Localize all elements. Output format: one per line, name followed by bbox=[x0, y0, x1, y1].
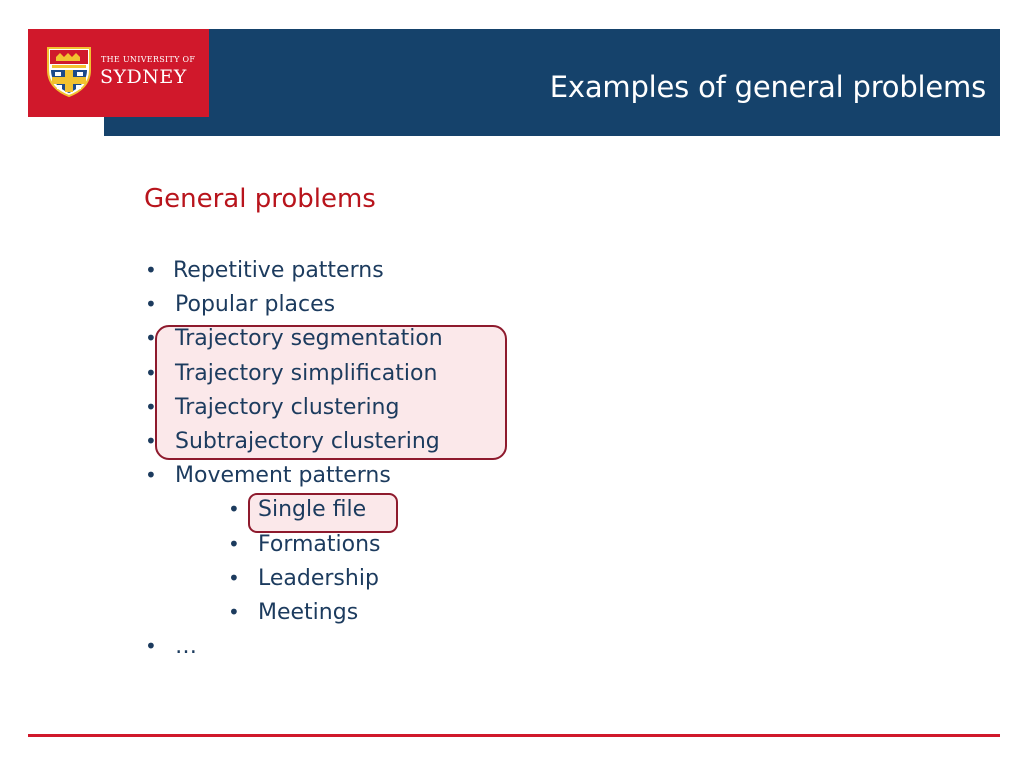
bullet-icon: • bbox=[145, 463, 157, 488]
university-logo bbox=[28, 29, 209, 117]
crest-icon bbox=[46, 46, 92, 98]
bullet-icon: • bbox=[145, 292, 157, 317]
bullet-icon: • bbox=[145, 326, 157, 351]
bullet-icon: • bbox=[145, 429, 157, 453]
section-heading: General problems bbox=[144, 184, 376, 214]
bullet-text: … bbox=[175, 634, 197, 660]
bullet-text: Leadership bbox=[258, 565, 379, 591]
bullet-icon: • bbox=[145, 360, 157, 385]
bullet-text: Single file bbox=[258, 497, 367, 523]
bullet-text: Trajectory clustering bbox=[175, 394, 400, 420]
bullet-text: Subtrajectory clustering bbox=[175, 429, 440, 454]
bullet-icon: • bbox=[228, 531, 240, 556]
bullet-icon: • bbox=[145, 394, 157, 419]
bullet-text: Popular places bbox=[175, 292, 336, 318]
bullet-text: Repetitive patterns bbox=[173, 258, 384, 283]
bullet-text: Movement patterns bbox=[175, 463, 391, 489]
bullet-icon: • bbox=[228, 600, 240, 624]
bullet-text: Formations bbox=[258, 531, 381, 557]
footer-rule bbox=[28, 734, 1000, 737]
bullet-icon: • bbox=[228, 497, 240, 522]
bullet-text: Meetings bbox=[258, 600, 359, 625]
bullet-icon: • bbox=[228, 565, 240, 590]
bullet-icon: • bbox=[145, 634, 157, 659]
bullet-text: Trajectory segmentation bbox=[175, 326, 443, 352]
bullet-icon: • bbox=[145, 258, 157, 282]
logo-wordmark: SYDNEY bbox=[100, 66, 187, 88]
bullet-text: Trajectory simplification bbox=[175, 360, 438, 386]
slide-title: Examples of general problems bbox=[549, 70, 986, 104]
logo-small-text: THE UNIVERSITY OF bbox=[101, 55, 196, 64]
